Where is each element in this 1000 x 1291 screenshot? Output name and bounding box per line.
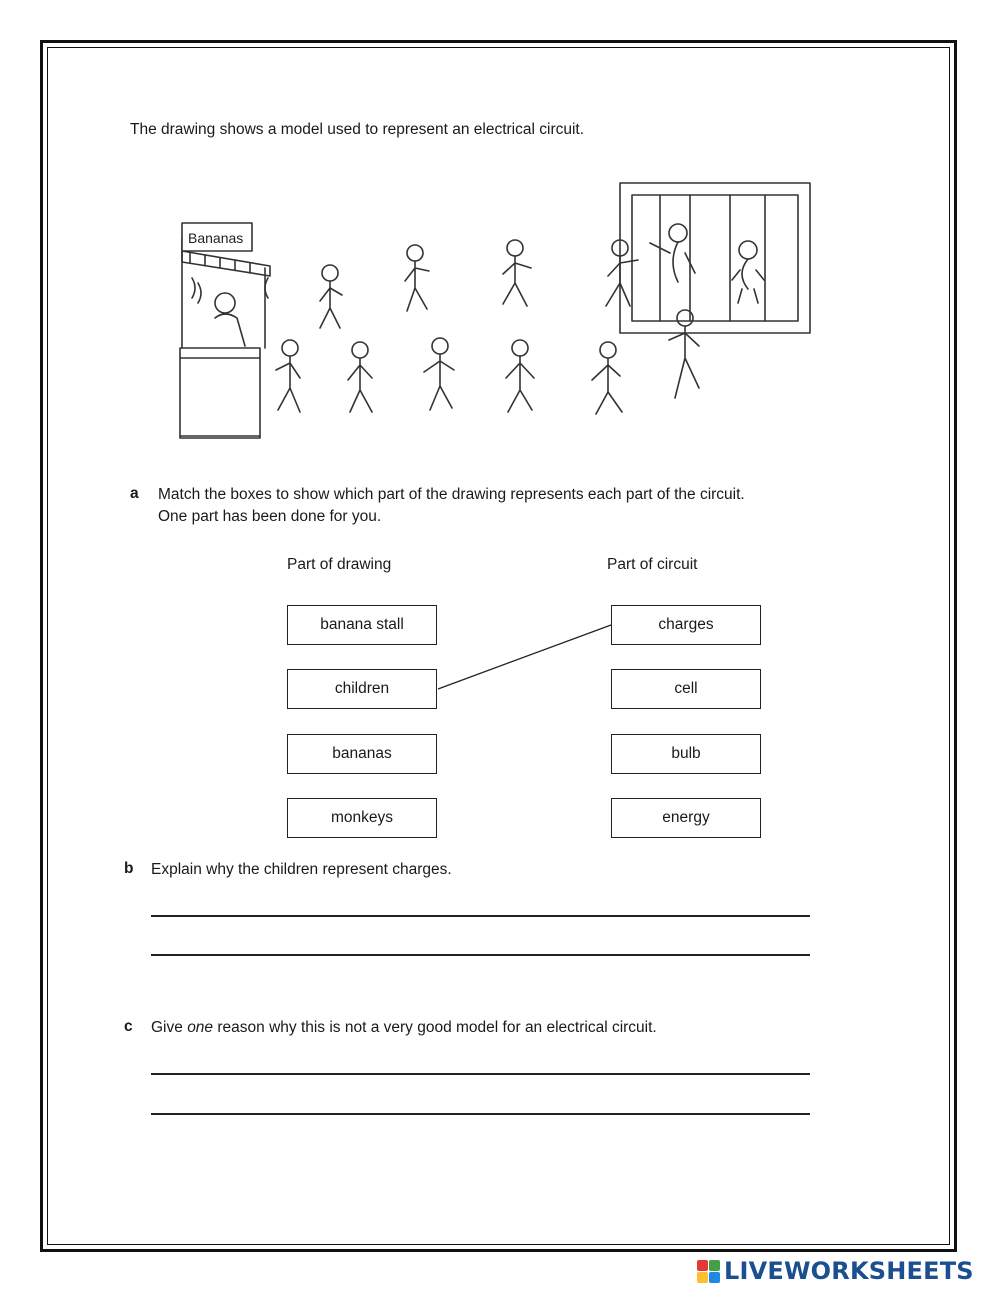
stall-sign-text: Bananas [188, 230, 244, 246]
question-c-text-before: Give [151, 1019, 188, 1036]
answer-line-b2[interactable] [151, 954, 810, 956]
question-c-text [151, 1017, 657, 1039]
question-c-emphasis: one [187, 1019, 214, 1036]
answer-line-c2[interactable] [151, 1113, 810, 1115]
logo-blocks-icon [697, 1260, 720, 1283]
right-column-heading: Part of circuit [607, 556, 698, 573]
question-b-text: Explain why the children represent charges. [151, 861, 452, 878]
question-c-text-after: reason why this is not a very good model for an electrical circuit. [213, 1019, 657, 1036]
left-box-monkeys[interactable]: monkeys [287, 798, 437, 838]
left-box-children[interactable]: children [287, 669, 437, 709]
right-box-cell[interactable]: cell [611, 669, 761, 709]
right-box-energy[interactable]: energy [611, 798, 761, 838]
left-column-heading: Part of drawing [287, 556, 392, 573]
answer-line-c1[interactable] [151, 1073, 810, 1075]
banana-stall-drawing [180, 223, 270, 438]
intro-text: The drawing shows a model used to represent an electrical circuit. [130, 121, 585, 138]
liveworksheets-logo [697, 1257, 974, 1285]
question-c-label: c [124, 1018, 133, 1035]
circuit-model-illustration [170, 178, 815, 448]
question-b-label: b [124, 860, 134, 877]
answer-line-b1[interactable] [151, 915, 810, 917]
children-drawings [276, 240, 699, 414]
left-box-banana-stall[interactable]: banana stall [287, 605, 437, 645]
question-a-line2: One part has been done for you. [158, 508, 382, 525]
question-a-line1: Match the boxes to show which part of the drawing represents each part of the circuit. [158, 486, 745, 503]
right-box-charges[interactable]: charges [611, 605, 761, 645]
monkey-cage-drawing [620, 183, 810, 333]
question-a-label: a [130, 485, 139, 502]
right-box-bulb[interactable]: bulb [611, 734, 761, 774]
logo-text: LIVEWORKSHEETS [724, 1257, 974, 1285]
left-box-bananas[interactable]: bananas [287, 734, 437, 774]
